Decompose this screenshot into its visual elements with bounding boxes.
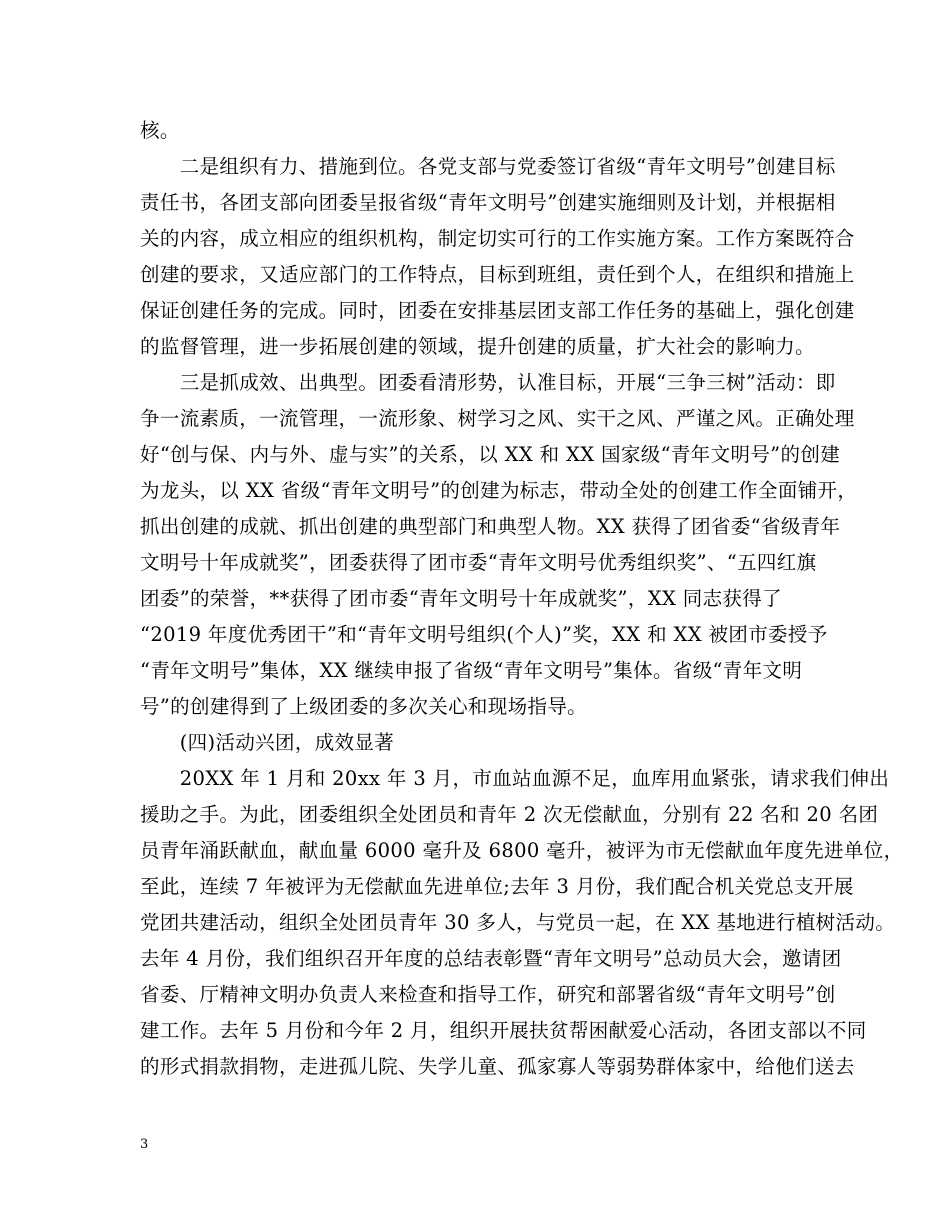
text-line: 号”的创建得到了上级团委的多次关心和现场指导。 [140,695,588,718]
text-line: 文明号十年成就奖”，团委获得了团市委“青年文明号优秀组织奖”、“五四红旗 [140,551,817,574]
text-line: 三是抓成效、出典型。团委看清形势，认准目标，开展“三争三树”活动：即 [140,371,836,394]
text-line: 争一流素质，一流管理，一流形象、树学习之风、实干之风、严谨之风。正确处理 [140,407,855,430]
text-line: 责任书，各团支部向团委呈报省级“青年文明号”创建实施细则及计划，并根据相 [140,191,836,214]
text-line: 好“创与保、内与外、虚与实”的关系，以 XX 和 XX 国家级“青年文明号”的创建 [140,443,841,466]
text-line: 20XX 年 1 月和 20xx 年 3 月，市血站血源不足，血库用血紧张，请求我们伸出 [140,767,890,790]
page-number: 3 [140,1137,149,1152]
text-line: 二是组织有力、措施到位。各党支部与党委签订省级“青年文明号”创建目标 [140,155,836,178]
text-line: 去年 4 月份，我们组织召开年度的总结表彰暨“青年文明号”总动员大会，邀请团 [140,947,842,970]
text-line: 创建的要求，又适应部门的工作特点，目标到班组，责任到个人，在组织和措施上 [140,263,855,286]
text-line: 建工作。去年 5 月份和今年 2 月，组织开展扶贫帮困献爱心活动，各团支部以不同 [140,1019,867,1042]
text-line: 至此，连续 7 年被评为无偿献血先进单位;去年 3 月份，我们配合机关党总支开展 [140,875,854,898]
text-line: 党团共建活动，组织全处团员青年 30 多人，与党员一起，在 XX 基地进行植树活动。 [140,911,896,934]
text-line: 保证创建任务的完成。同时，团委在安排基层团支部工作任务的基础上，强化创建 [140,299,855,322]
text-line: “2019 年度优秀团干”和“青年文明号组织(个人)”奖，XX 和 XX 被团市委授予 [140,623,828,646]
text-line: 团委”的荣誉，**获得了团市委“青年文明号十年成就奖”，XX 同志获得了 [140,587,782,610]
text-line: 员青年涌跃献血，献血量 6000 毫升及 6800 毫升，被评为市无偿献血年度先进单位， [140,839,904,862]
section-heading: (四)活动兴团，成效显著 [140,731,395,754]
text-line: 省委、厅精神文明办负责人来检查和指导工作，研究和部署省级“青年文明号”创 [140,983,836,1006]
text-line: 援助之手。为此，团委组织全处团员和青年 2 次无偿献血，分别有 22 名和 20 名团 [140,803,879,826]
text-line: 抓出创建的成就、抓出创建的典型部门和典型人物。XX 获得了团省委“省级青年 [140,515,841,538]
text-line: “青年文明号”集体，XX 继续申报了省级“青年文明号”集体。省级“青年文明 [140,659,803,682]
text-line: 核。 [140,119,180,142]
text-line: 的监督管理，进一步拓展创建的领域，提升创建的质量，扩大社会的影响力。 [140,335,815,358]
text-line: 的形式捐款捐物，走进孤儿院、失学儿童、孤家寡人等弱势群体家中，给他们送去 [140,1055,855,1078]
body-text [140,113,904,1085]
text-line: 为龙头，以 XX 省级“青年文明号”的创建为标志，带动全处的创建工作全面铺开， [140,479,858,502]
text-line: 关的内容，成立相应的组织机构，制定切实可行的工作实施方案。工作方案既符合 [140,227,855,250]
